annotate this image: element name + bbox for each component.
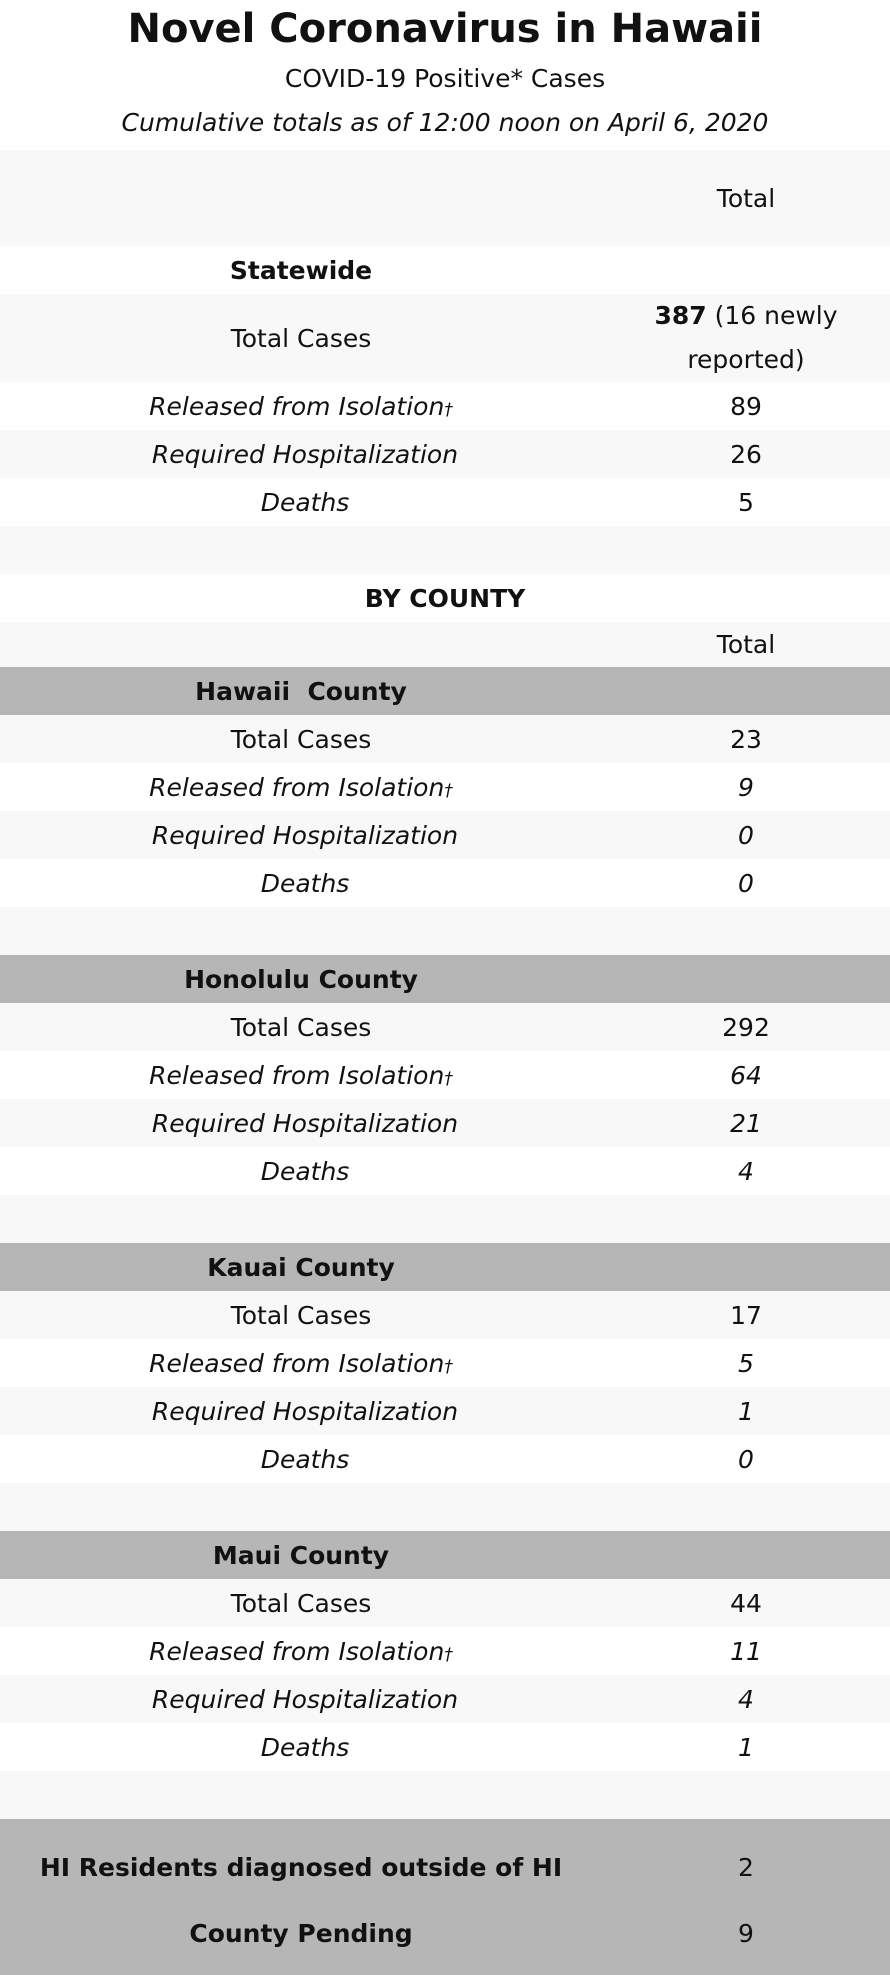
maui-hospitalization-value: 4 bbox=[738, 1684, 754, 1714]
statistics-table bbox=[0, 150, 890, 1975]
county-header-hawaii bbox=[0, 667, 890, 715]
hawaii-deaths-row bbox=[0, 859, 890, 907]
kauai-hospitalization-value: 1 bbox=[738, 1396, 754, 1426]
dagger-mark: † bbox=[444, 780, 453, 801]
kauai-released-value: 5 bbox=[738, 1348, 754, 1378]
statewide-hospitalization-value: 26 bbox=[730, 439, 762, 469]
honolulu-deaths-label: Deaths bbox=[260, 1156, 350, 1186]
hawaii-hospitalization-row bbox=[0, 811, 890, 859]
page-title: Novel Coronavirus in Hawaii bbox=[127, 6, 763, 52]
statewide-deaths-value: 5 bbox=[738, 487, 754, 517]
statewide-newly-reported: (16 newly reported) bbox=[687, 301, 838, 374]
hawaii-total-cases-value: 23 bbox=[730, 724, 762, 754]
page-subtitle: COVID-19 Positive* Cases bbox=[284, 64, 606, 93]
maui-hospitalization-row bbox=[0, 1675, 890, 1723]
dagger-mark: † bbox=[444, 399, 453, 420]
as-of-date: Cumulative totals as of 12:00 noon on April 6, 2020 bbox=[121, 108, 769, 137]
statewide-total-cases-count: 387 bbox=[654, 301, 707, 330]
statewide-deaths-row bbox=[0, 478, 890, 526]
hawaii-released-label: Released from Isolation† bbox=[149, 772, 453, 802]
kauai-total-cases-row bbox=[0, 1291, 890, 1339]
dagger-mark: † bbox=[444, 1068, 453, 1089]
kauai-deaths-row bbox=[0, 1435, 890, 1483]
honolulu-total-cases-label: Total Cases bbox=[230, 1012, 372, 1042]
county-header-maui bbox=[0, 1531, 890, 1579]
maui-deaths-value: 1 bbox=[738, 1732, 754, 1762]
hawaii-hospitalization-label: Required Hospitalization bbox=[151, 820, 459, 850]
maui-released-row bbox=[0, 1627, 890, 1675]
statewide-deaths-label: Deaths bbox=[260, 487, 350, 517]
honolulu-released-value: 64 bbox=[730, 1060, 762, 1090]
header bbox=[0, 0, 890, 150]
dagger-mark: † bbox=[444, 1356, 453, 1377]
honolulu-deaths-row bbox=[0, 1147, 890, 1195]
by-county-label: BY COUNTY bbox=[364, 583, 526, 613]
statewide-total-cases-value bbox=[602, 294, 890, 382]
outside-hi-label: HI Residents diagnosed outside of HI bbox=[39, 1852, 563, 1882]
statewide-released-value: 89 bbox=[730, 391, 762, 421]
county-name-honolulu: Honolulu County bbox=[184, 964, 418, 994]
spacer-row bbox=[0, 1483, 890, 1531]
kauai-total-cases-label: Total Cases bbox=[230, 1300, 372, 1330]
honolulu-released-label: Released from Isolation† bbox=[149, 1060, 453, 1090]
statewide-released-label: Released from Isolation† bbox=[149, 391, 453, 421]
statewide-total-cases-row bbox=[0, 294, 890, 382]
county-header-kauai bbox=[0, 1243, 890, 1291]
outside-hi-value: 2 bbox=[738, 1852, 754, 1882]
county-pending-row bbox=[0, 1915, 890, 1975]
maui-deaths-label: Deaths bbox=[260, 1732, 350, 1762]
hawaii-total-cases-row bbox=[0, 715, 890, 763]
kauai-total-cases-value: 17 bbox=[730, 1300, 762, 1330]
honolulu-deaths-value: 4 bbox=[738, 1156, 754, 1186]
column-header-row bbox=[0, 150, 890, 246]
spacer-row bbox=[0, 526, 890, 574]
honolulu-hospitalization-value: 21 bbox=[730, 1108, 762, 1138]
honolulu-hospitalization-label: Required Hospitalization bbox=[151, 1108, 459, 1138]
statewide-label: Statewide bbox=[229, 255, 373, 285]
honolulu-hospitalization-row bbox=[0, 1099, 890, 1147]
spacer-row bbox=[0, 1771, 890, 1819]
hawaii-deaths-label: Deaths bbox=[260, 868, 350, 898]
dagger-mark: † bbox=[444, 1644, 453, 1665]
maui-released-label: Released from Isolation† bbox=[149, 1636, 453, 1666]
maui-released-value: 11 bbox=[730, 1636, 762, 1666]
by-county-row bbox=[0, 574, 890, 622]
county-name-maui: Maui County bbox=[212, 1540, 390, 1570]
kauai-hospitalization-row bbox=[0, 1387, 890, 1435]
county-pending-label: County Pending bbox=[189, 1919, 413, 1948]
statewide-section-row bbox=[0, 246, 890, 294]
statewide-hospitalization-label: Required Hospitalization bbox=[151, 439, 459, 469]
column-header-total: Total bbox=[716, 183, 776, 213]
kauai-released-label: Released from Isolation† bbox=[149, 1348, 453, 1378]
maui-total-cases-label: Total Cases bbox=[230, 1588, 372, 1618]
footer-section bbox=[0, 1819, 890, 1975]
kauai-hospitalization-label: Required Hospitalization bbox=[151, 1396, 459, 1426]
hawaii-total-cases-label: Total Cases bbox=[230, 724, 372, 754]
hawaii-deaths-value: 0 bbox=[738, 868, 754, 898]
statewide-released-row bbox=[0, 382, 890, 430]
maui-hospitalization-label: Required Hospitalization bbox=[151, 1684, 459, 1714]
hawaii-released-value: 9 bbox=[738, 772, 754, 802]
county-column-header-row bbox=[0, 622, 890, 667]
statewide-total-cases-label: Total Cases bbox=[230, 323, 372, 353]
spacer-row bbox=[0, 1195, 890, 1243]
kauai-deaths-value: 0 bbox=[738, 1444, 754, 1474]
honolulu-total-cases-row bbox=[0, 1003, 890, 1051]
county-header-honolulu bbox=[0, 955, 890, 1003]
maui-total-cases-row bbox=[0, 1579, 890, 1627]
honolulu-released-row bbox=[0, 1051, 890, 1099]
county-name-kauai: Kauai County bbox=[207, 1252, 395, 1282]
county-column-header-total: Total bbox=[716, 630, 776, 659]
maui-deaths-row bbox=[0, 1723, 890, 1771]
spacer-row bbox=[0, 907, 890, 955]
county-name-hawaii: Hawaii County bbox=[195, 676, 407, 706]
kauai-deaths-label: Deaths bbox=[260, 1444, 350, 1474]
hawaii-hospitalization-value: 0 bbox=[738, 820, 754, 850]
county-pending-value: 9 bbox=[738, 1919, 754, 1948]
statewide-hospitalization-row bbox=[0, 430, 890, 478]
outside-hi-row bbox=[0, 1819, 890, 1915]
honolulu-total-cases-value: 292 bbox=[722, 1012, 770, 1042]
kauai-released-row bbox=[0, 1339, 890, 1387]
hawaii-released-row bbox=[0, 763, 890, 811]
maui-total-cases-value: 44 bbox=[730, 1588, 762, 1618]
